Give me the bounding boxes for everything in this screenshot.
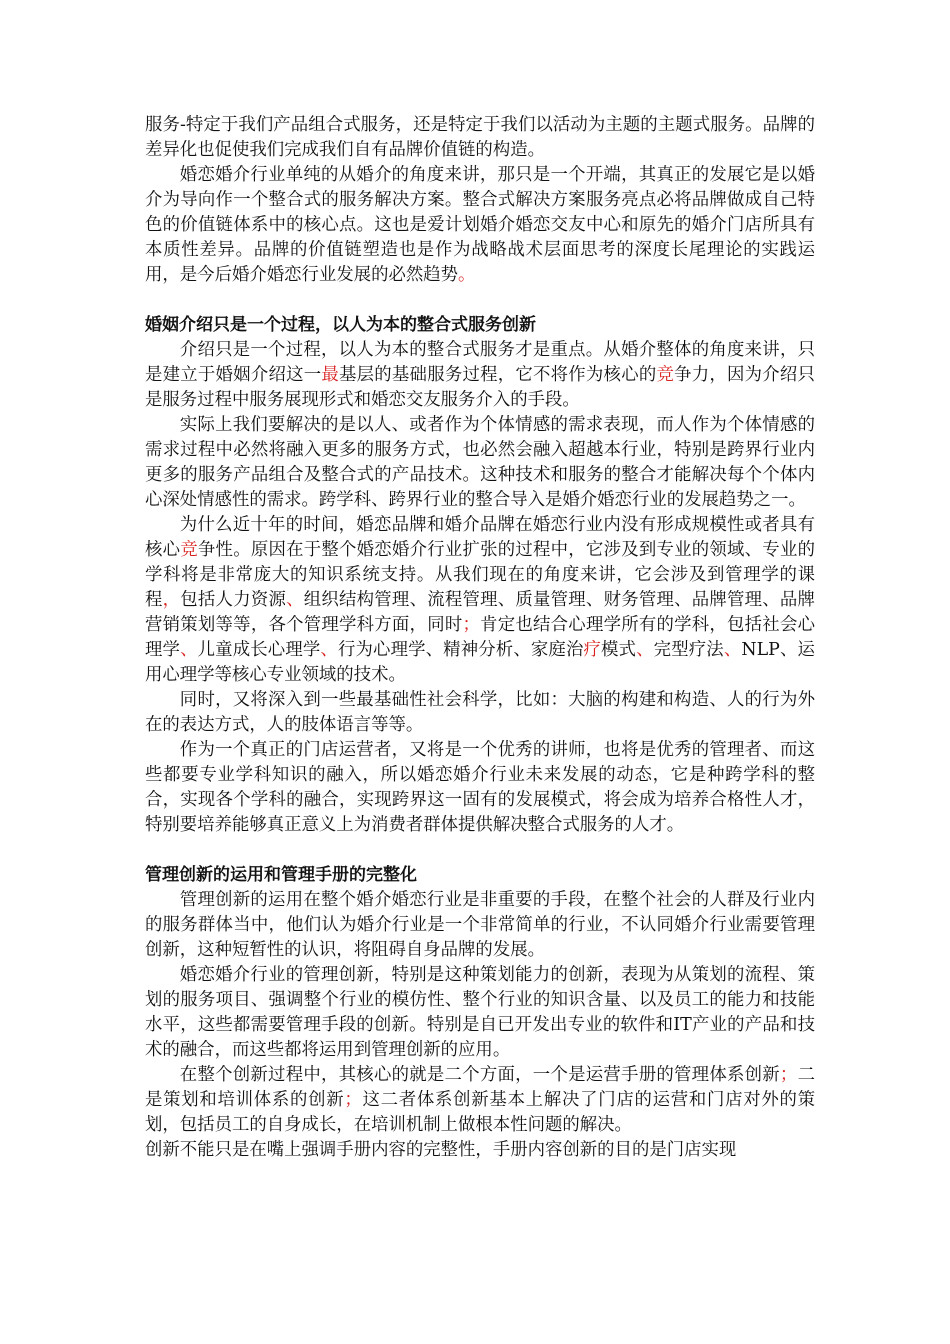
text-run: 管理创新的运用在整个婚介婚恋行业是非重要的手段，在整个社会的人群及行业内的服务群体当中，他们认为婚介行业是一个非常简单的行业，不认同婚介行业需要管理创新，这种短暂性的认识，将阻碍自身品牌的发展。 <box>145 890 815 960</box>
paragraph <box>145 513 815 688</box>
paragraph <box>145 888 815 963</box>
highlighted-text: 、 <box>286 590 304 610</box>
text-run: 完型疗法 <box>653 640 724 660</box>
text-run: 服务-特定于我们产品组合式服务，还是特定于我们以活动为主题的主题式服务。品牌的差异化也促使我们完成我们自有品牌价值链的构造。 <box>145 115 815 160</box>
highlighted-text: 疗 <box>583 640 602 660</box>
text-run: 肯定也结合心理学所有的学科，包括社会心理学 <box>145 615 815 660</box>
paragraph <box>145 338 815 413</box>
highlighted-text: ， <box>162 590 181 610</box>
paragraph <box>145 163 815 288</box>
highlighted-text: 、 <box>723 640 742 660</box>
text-run: 组织结构管理、流程管理、质量管理、财务管理、品牌管理、品牌营销策划等等，各个管理学科方面，同时 <box>145 590 815 635</box>
text-run: 这二者体系创新基本上解决了门店的运营和门店对外的策划，包括员工的自身成长，在培训机制上做根本性问题的解决。 <box>145 1090 815 1135</box>
text-run: 儿童成长心理学 <box>197 640 321 660</box>
highlighted-text: ； <box>462 615 480 635</box>
text-run: 作为一个真正的门店运营者，又将是一个优秀的讲师，也将是优秀的管理者、而这些都要专业学科知识的融入，所以婚恋婚介行业未来发展的动态，它是种跨学科的整合，实现各个学科的融合，实现跨界这一固有的发展模式，将会成为培养合格性人才，特别要培养能够真正意义上为消费者群体提供解决整合式服务的人才。 <box>145 740 815 835</box>
highlighted-text: 、 <box>636 640 654 660</box>
spacer <box>145 288 815 313</box>
text-run: 同时，又将深入到一些最基础性社会科学，比如：大脑的构建和构造、人的行为外在的表达方式，人的肢体语言等等。 <box>145 690 815 735</box>
text-run: NLP、运用心理学等核心专业领域的技术。 <box>145 640 815 685</box>
section-heading: 婚姻介绍只是一个过程，以人为本的整合式服务创新 <box>145 315 536 335</box>
highlighted-text: 。 <box>458 265 476 285</box>
paragraph <box>145 113 815 163</box>
highlighted-text: 最 <box>321 365 340 385</box>
text-run: 婚恋婚介行业单纯的从婚介的角度来讲，那只是一个开端，其真正的发展它是以婚介为导向作一个整合式的服务解决方案。整合式解决方案服务亮点必将品牌做成自己特色的价值链体系中的核心点。这也是爱计划婚介婚恋交友中心和原先的婚介门店所具有本质性差异。品牌的价值链塑造也是作为战略战术层面思考的深度长尾理论的实践运用，是今后婚介婚恋行业发展的必然趋势 <box>145 165 815 285</box>
text-run: 为什么近十年的时间，婚恋品牌和婚介品牌在婚恋行业内没有形成规模性或者具有核心 <box>145 515 815 560</box>
paragraph <box>145 963 815 1063</box>
text-run: 介绍只是一个过程，以人为本的整合式服务才是重点。从婚介整体的角度来讲，只是建立于婚姻介绍这一 <box>145 340 815 385</box>
paragraph-trailing: 创新不能只是在嘴上强调手册内容的完整性，手册内容创新的目的是门店实现 <box>145 1140 737 1160</box>
text-run: 二是策划和培训体系的创新 <box>145 1065 815 1110</box>
highlighted-text: 竞 <box>180 540 198 560</box>
text-run: 在整个创新过程中，其核心的就是二个方面，一个是运营手册的管理体系创新 <box>179 1065 780 1085</box>
highlighted-text: 、 <box>180 640 198 660</box>
paragraph <box>145 738 815 838</box>
section-heading: 管理创新的运用和管理手册的完整化 <box>145 865 417 885</box>
text-run: 争力，因为介绍只是服务过程中服务展现形式和婚恋交友服务介入的手段。 <box>145 365 815 410</box>
text-run: 基层的基础服务过程，它不将作为核心的 <box>339 365 657 385</box>
document-page <box>145 113 815 1163</box>
text-run: 婚恋婚介行业的管理创新，特别是这种策划能力的创新，表现为从策划的流程、策划的服务项目、强调整个行业的模仿性、整个行业的知识含量、以及员工的能力和技能水平，这些都需要管理手段的创新。特别是自已开发出专业的软件和IT产业的产品和技术的融合，而这些都将运用到管理创新的应用。 <box>145 965 815 1060</box>
highlighted-text: 、 <box>320 640 338 660</box>
paragraph <box>145 1063 815 1138</box>
highlighted-text: 竞 <box>656 365 675 385</box>
highlighted-text: ； <box>779 1065 798 1085</box>
text-run: 实际上我们要解决的是以人、或者作为个体情感的需求表现，而人作为个体情感的需求过程中必然将融入更多的服务方式，也必然会融入超越本行业，特别是跨界行业内更多的服务产品组合及整合式的产品技术。这种技术和服务的整合才能解决每个个体内心深处情感性的需求。跨学科、跨界行业的整合导入是婚介婚恋行业的发展趋势之一。 <box>145 415 815 510</box>
paragraph <box>145 413 815 513</box>
text-run: 包括人力资源 <box>180 590 287 610</box>
spacer <box>145 838 815 863</box>
paragraph <box>145 688 815 738</box>
text-run: 模式 <box>601 640 637 660</box>
text-run: 行为心理学、精神分析、家庭治 <box>337 640 584 660</box>
text-run: 争性。原因在于整个婚恋婚介行业扩张的过程中，它涉及到专业的领域、专业的学科将是非常庞大的知识系统支持。从我们现在的角度来讲，它会涉及到管理学的课程 <box>145 540 815 610</box>
highlighted-text: ； <box>344 1090 362 1110</box>
